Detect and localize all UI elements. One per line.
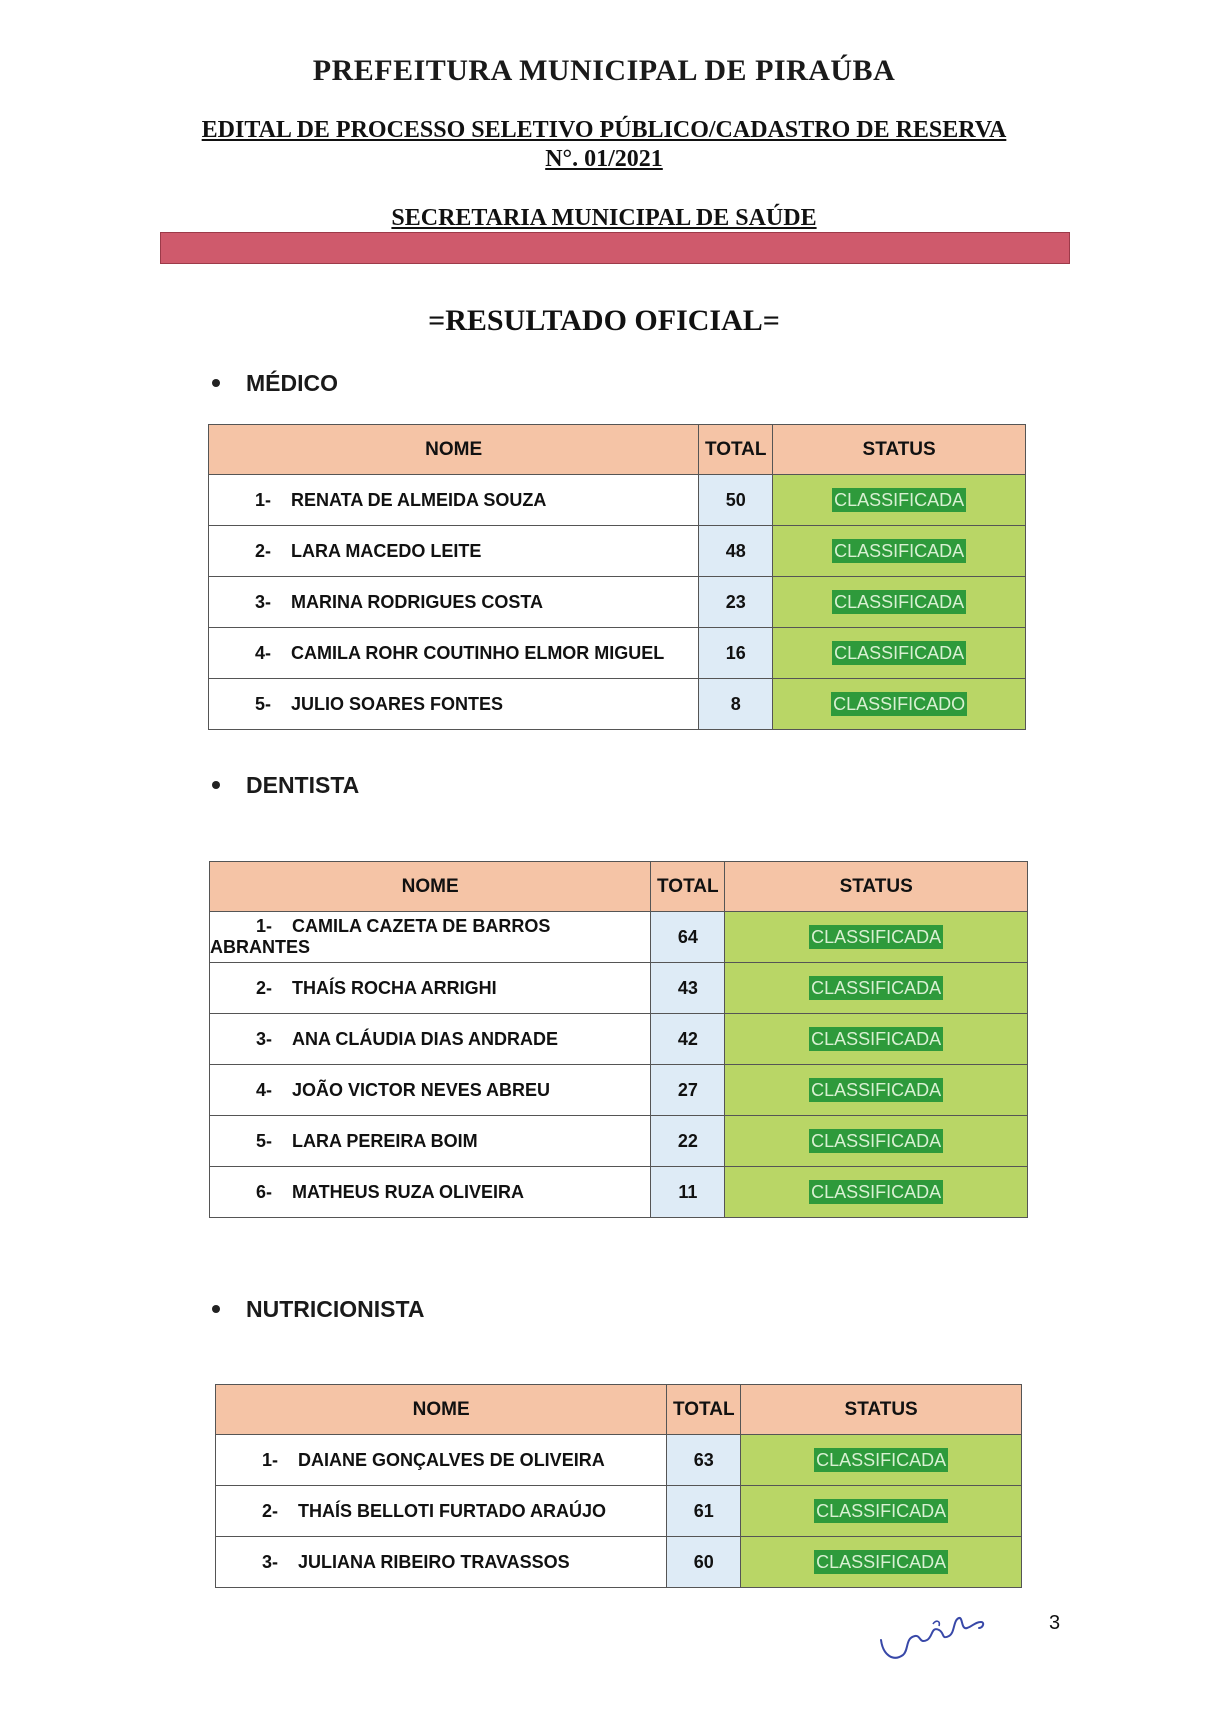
row-number: 3- (256, 1028, 273, 1049)
status-cell (741, 1435, 1022, 1486)
table-row (209, 475, 1026, 526)
red-banner (160, 232, 1070, 264)
total-cell: 22 (651, 1116, 725, 1167)
total-cell: 60 (667, 1537, 741, 1588)
results-table-nutricionista (215, 1384, 1022, 1588)
status-badge: CLASSIFICADA (811, 1028, 942, 1049)
status-badge: CLASSIFICADA (811, 1079, 942, 1100)
bullet-icon (212, 379, 220, 387)
table-row (210, 1065, 1028, 1116)
name-cell (210, 1065, 651, 1116)
total-cell: 63 (667, 1435, 741, 1486)
col-header-status: STATUS (725, 862, 1028, 912)
candidate-name: JULIO SOARES FONTES (291, 693, 504, 714)
section-heading-medico (212, 370, 338, 397)
row-number: 1- (262, 1449, 279, 1470)
status-cell (725, 1014, 1028, 1065)
table-row (210, 1167, 1028, 1218)
status-badge: CLASSIFICADA (811, 926, 942, 947)
name-cell (216, 1435, 667, 1486)
name-cell (209, 475, 699, 526)
table-row (216, 1537, 1022, 1588)
secretaria-text: SECRETARIA MUNICIPAL DE SAÚDE (391, 205, 817, 231)
name-cell (210, 1014, 651, 1065)
name-cell (209, 577, 699, 628)
col-header-nome: NOME (216, 1385, 667, 1435)
col-header-nome: NOME (210, 862, 651, 912)
table-row (209, 526, 1026, 577)
status-cell (725, 1167, 1028, 1218)
row-number: 2- (255, 540, 272, 561)
total-cell: 42 (651, 1014, 725, 1065)
results-table-medico (208, 424, 1026, 730)
candidate-name: CAMILA ROHR COUTINHO ELMOR MIGUEL (291, 642, 665, 663)
total-cell: 8 (699, 679, 773, 730)
row-number: 1- (256, 916, 273, 936)
status-badge: CLASSIFICADA (811, 977, 942, 998)
section-heading-dentista (212, 772, 359, 799)
name-cell (209, 679, 699, 730)
name-cell (210, 1167, 651, 1218)
total-cell: 16 (699, 628, 773, 679)
table-row (210, 963, 1028, 1014)
name-cell (216, 1537, 667, 1588)
row-number: 2- (256, 977, 273, 998)
total-cell: 50 (699, 475, 773, 526)
section-title: NUTRICIONISTA (246, 1296, 425, 1322)
secretaria-heading (0, 205, 1208, 232)
row-number: 4- (256, 1079, 273, 1100)
page-number: 3 (1049, 1612, 1061, 1634)
document-title: PREFEITURA MUNICIPAL DE PIRAÚBA (312, 54, 896, 87)
candidate-name: THAÍS BELLOTI FURTADO ARAÚJO (298, 1500, 606, 1521)
row-number: 5- (255, 693, 272, 714)
status-cell (725, 912, 1028, 963)
status-badge: CLASSIFICADA (816, 1551, 947, 1572)
candidate-name: MATHEUS RUZA OLIVEIRA (292, 1181, 524, 1202)
candidate-name: MARINA RODRIGUES COSTA (291, 591, 543, 612)
candidate-name: JOÃO VICTOR NEVES ABREU (292, 1079, 551, 1100)
table-row (210, 912, 1028, 963)
name-cell (209, 628, 699, 679)
results-table-dentista (209, 861, 1028, 1218)
table-header-row (209, 425, 1026, 475)
status-badge: CLASSIFICADA (811, 1130, 942, 1151)
status-cell (741, 1537, 1022, 1588)
row-number: 3- (262, 1551, 279, 1572)
col-header-status: STATUS (741, 1385, 1022, 1435)
status-cell (725, 1065, 1028, 1116)
total-cell: 23 (699, 577, 773, 628)
signature-icon (875, 1600, 995, 1670)
col-header-total: TOTAL (699, 425, 773, 475)
candidate-name: ANA CLÁUDIA DIAS ANDRADE (292, 1028, 558, 1049)
row-number: 5- (256, 1130, 273, 1151)
total-cell: 43 (651, 963, 725, 1014)
candidate-name: JULIANA RIBEIRO TRAVASSOS (298, 1551, 570, 1572)
status-badge: CLASSIFICADA (811, 1181, 942, 1202)
table-row (210, 1014, 1028, 1065)
status-cell (725, 963, 1028, 1014)
col-header-total: TOTAL (667, 1385, 741, 1435)
status-cell (773, 475, 1026, 526)
table-row (209, 628, 1026, 679)
table-header-row (216, 1385, 1022, 1435)
bullet-icon (212, 1305, 220, 1313)
total-cell: 61 (667, 1486, 741, 1537)
status-cell (773, 526, 1026, 577)
section-heading-nutricionista (212, 1296, 424, 1323)
row-number: 3- (255, 591, 272, 612)
edital-number-text: N°. 01/2021 (545, 146, 663, 172)
table-row (209, 679, 1026, 730)
section-title: DENTISTA (246, 772, 360, 798)
status-badge: CLASSIFICADA (834, 642, 965, 663)
status-cell (773, 577, 1026, 628)
status-cell (773, 679, 1026, 730)
col-header-nome: NOME (209, 425, 699, 475)
table-row (210, 1116, 1028, 1167)
status-cell (773, 628, 1026, 679)
edital-title: EDITAL DE PROCESSO SELETIVO PÚBLICO/CADASTRO DE RESERVA (201, 117, 1007, 143)
status-badge: CLASSIFICADO (833, 693, 966, 714)
candidate-name: CAMILA CAZETA DE BARROS ABRANTES (210, 916, 551, 957)
table-row (216, 1435, 1022, 1486)
status-badge: CLASSIFICADA (834, 540, 965, 561)
name-cell (209, 526, 699, 577)
status-badge: CLASSIFICADA (816, 1500, 947, 1521)
total-cell: 64 (651, 912, 725, 963)
status-badge: CLASSIFICADA (834, 489, 965, 510)
row-number: 4- (255, 642, 272, 663)
total-cell: 27 (651, 1065, 725, 1116)
candidate-name: THAÍS ROCHA ARRIGHI (292, 977, 497, 998)
row-number: 2- (262, 1500, 279, 1521)
candidate-name: DAIANE GONÇALVES DE OLIVEIRA (298, 1449, 605, 1470)
bullet-icon (212, 781, 220, 789)
status-cell (741, 1486, 1022, 1537)
table-header-row (210, 862, 1028, 912)
status-badge: CLASSIFICADA (816, 1449, 947, 1470)
table-row (209, 577, 1026, 628)
section-title: MÉDICO (246, 370, 338, 396)
candidate-name: LARA MACEDO LEITE (291, 540, 482, 561)
table-row (216, 1486, 1022, 1537)
resultado-heading: =RESULTADO OFICIAL= (428, 304, 780, 337)
name-cell (210, 912, 651, 963)
candidate-name: RENATA DE ALMEIDA SOUZA (291, 489, 547, 510)
total-cell: 11 (651, 1167, 725, 1218)
row-number: 6- (256, 1181, 273, 1202)
col-header-status: STATUS (773, 425, 1026, 475)
name-cell (210, 963, 651, 1014)
status-cell (725, 1116, 1028, 1167)
col-header-total: TOTAL (651, 862, 725, 912)
row-number: 1- (255, 489, 272, 510)
name-cell (210, 1116, 651, 1167)
total-cell: 48 (699, 526, 773, 577)
name-cell (216, 1486, 667, 1537)
candidate-name: LARA PEREIRA BOIM (292, 1130, 478, 1151)
status-badge: CLASSIFICADA (834, 591, 965, 612)
edital-number (0, 146, 1208, 173)
